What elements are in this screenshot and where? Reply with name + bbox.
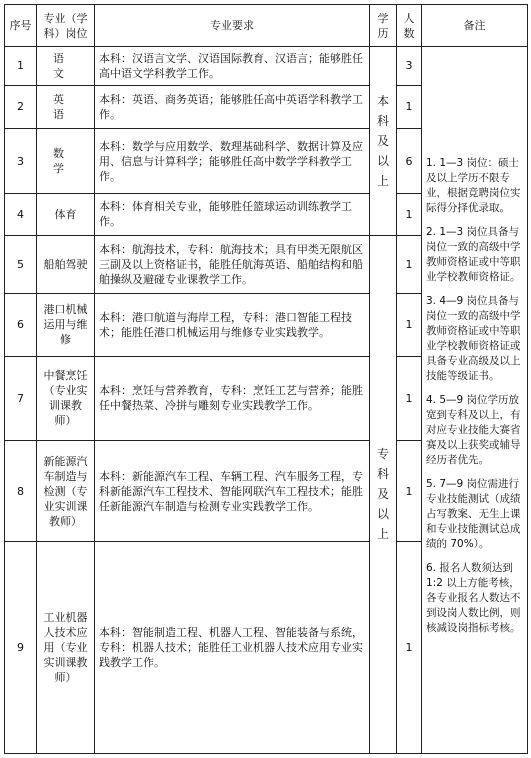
header-row bbox=[5, 5, 528, 47]
row-requirement: 本科：新能源汽车工程、车辆工程、汽车服务工程，专科新能源汽车工程技术、智能网联汽车工程技术；能胜任新能源汽车制造与检测专业实践教学工作。 bbox=[95, 441, 370, 542]
table-row bbox=[5, 47, 528, 86]
note-item: 1. 1—3 岗位：硕士及以上学历不限专业，根据竞聘岗位实际得分择优录取。 bbox=[426, 156, 521, 214]
row-requirement: 本科：烹饪与营养教育，专科：烹饪工艺与营养；能胜任中餐热菜、冷拼与雕刻专业实践教学工作。 bbox=[95, 356, 370, 440]
row-major: 船舶驾驶 bbox=[37, 235, 95, 293]
row-requirement: 本科：英语、商务英语；能够胜任高中英语学科教学工作。 bbox=[95, 85, 370, 129]
header-no: 序号 bbox=[5, 5, 37, 47]
row-requirement: 本科：智能制造工程、机器人工程、智能装备与系统，专科：机器人技术；能胜任工业机器人技术应用专业实践教学工作。 bbox=[95, 542, 370, 754]
education-group-2-text: 专科及以上 bbox=[376, 447, 389, 542]
note-item: 2. 1—3 岗位具备与岗位一致的高级中学教师资格证或中等职业学校教师资格证。 bbox=[426, 225, 521, 283]
row-major: 语 文 bbox=[37, 47, 95, 86]
education-group-1 bbox=[370, 47, 397, 236]
note-item: 6. 报名人数须达到 1:2 以上方能考核，各专业报名人数达不到设岗人数比例，则核减设岗指标考核。 bbox=[426, 561, 521, 634]
row-requirement: 本科：数学与应用数学、数理基础科学、数据计算及应用、信息与计算科学；能够胜任高中数学学科教学工作。 bbox=[95, 129, 370, 194]
row-major: 英 语 bbox=[37, 85, 95, 129]
row-major: 工业机器人技术应用（专业实训课教师） bbox=[37, 542, 95, 754]
row-count: 1 bbox=[397, 194, 422, 236]
row-number: 2 bbox=[5, 85, 37, 129]
row-major: 港口机械运用与维修 bbox=[37, 294, 95, 357]
education-group-1-text: 本科及以上 bbox=[376, 93, 389, 188]
row-count: 1 bbox=[397, 294, 422, 357]
notes-cell bbox=[422, 47, 528, 754]
row-requirement: 本科：体育相关专业，能够胜任篮球运动训练教学工作。 bbox=[95, 194, 370, 236]
row-number: 7 bbox=[5, 356, 37, 440]
row-count: 6 bbox=[397, 129, 422, 194]
row-count: 1 bbox=[397, 356, 422, 440]
row-number: 8 bbox=[5, 441, 37, 542]
note-item: 4. 5—9 岗位学历放宽到专科及以上，有对应专业技能大赛省赛及以上获奖或辅导经历者优先。 bbox=[426, 393, 521, 466]
row-number: 3 bbox=[5, 129, 37, 194]
row-count: 1 bbox=[397, 441, 422, 542]
row-major: 数 学 bbox=[37, 129, 95, 194]
header-notes: 备注 bbox=[422, 5, 528, 47]
row-number: 9 bbox=[5, 542, 37, 754]
header-requirement: 专业要求 bbox=[95, 5, 370, 47]
row-count: 1 bbox=[397, 85, 422, 129]
note-item: 5. 7—9 岗位需进行专业技能测试（成绩占写教案、无生上课和专业技能测试总成绩的 70%）。 bbox=[426, 477, 521, 550]
row-count: 1 bbox=[397, 235, 422, 293]
header-major: 专业（学科）岗位 bbox=[37, 5, 95, 47]
row-number: 4 bbox=[5, 194, 37, 236]
row-count: 3 bbox=[397, 47, 422, 86]
row-requirement: 本科：港口航道与海岸工程，专科：港口智能工程技术；能胜任港口机械运用与维修专业实践教学。 bbox=[95, 294, 370, 357]
row-major: 中餐烹饪（专业实训课教师） bbox=[37, 356, 95, 440]
header-education: 学历 bbox=[370, 5, 397, 47]
education-group-2 bbox=[370, 235, 397, 753]
row-number: 5 bbox=[5, 235, 37, 293]
recruitment-table bbox=[4, 4, 528, 754]
row-requirement: 本科：汉语言文学、汉语国际教育、汉语言；能够胜任高中语文学科教学工作。 bbox=[95, 47, 370, 86]
row-number: 1 bbox=[5, 47, 37, 86]
row-major: 体育 bbox=[37, 194, 95, 236]
row-count: 1 bbox=[397, 542, 422, 754]
row-requirement: 本科：航海技术，专科：航海技术；具有甲类无限航区三副及以上资格证书，能胜任航海英语、船舶结构和船舶操纵及避碰专业课教学工作。 bbox=[95, 235, 370, 293]
row-number: 6 bbox=[5, 294, 37, 357]
header-count: 人数 bbox=[397, 5, 422, 47]
note-item: 3. 4—9 岗位具备与岗位一致的高级中学教师资格证或中等职业学校教师资格证或具备专业高级及以上技能等级证书。 bbox=[426, 294, 521, 382]
row-major: 新能源汽车制造与检测（专业实训课教师） bbox=[37, 441, 95, 542]
